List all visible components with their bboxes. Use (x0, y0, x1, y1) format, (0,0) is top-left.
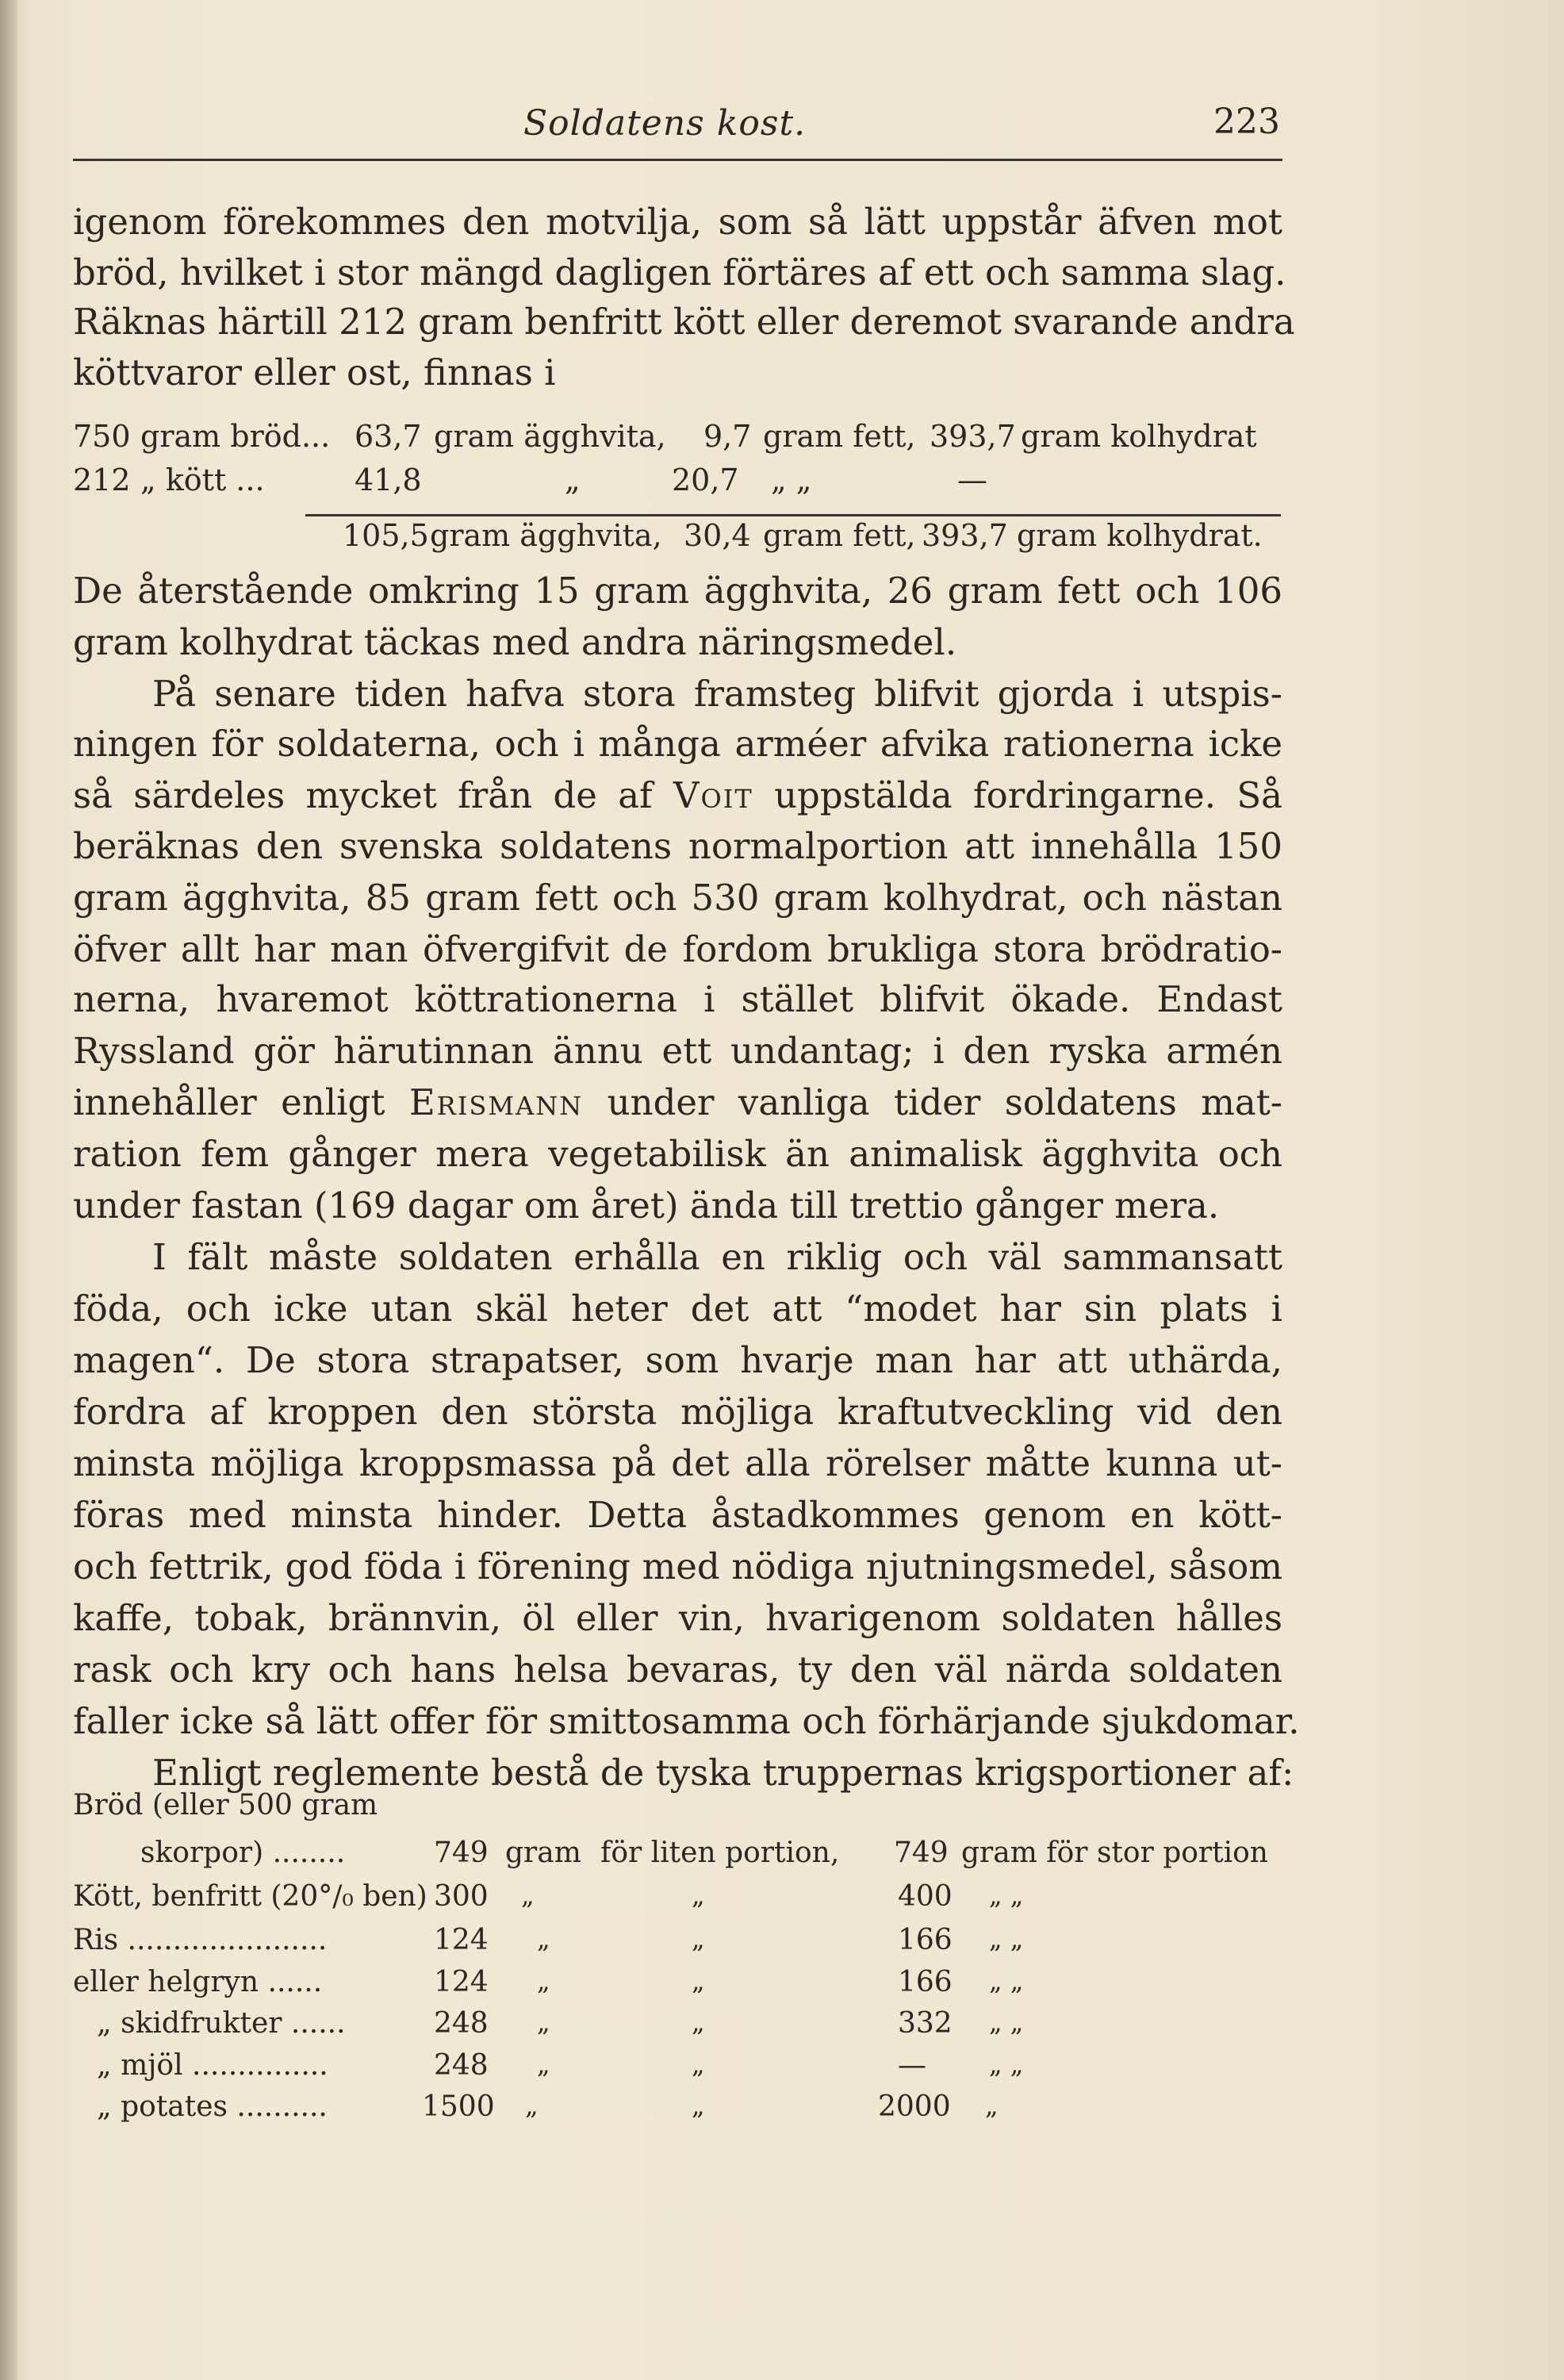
ration-item: eller helgryn ...... (73, 1966, 323, 1998)
text-line: Räknas härtill 212 gram benfritt kött eller deremot svarande andra (73, 301, 1295, 343)
calc-protein: 63,7 (355, 419, 422, 454)
text-line: nerna, hvaremot köttrationerna i stället blifvit ökade. Endast (73, 978, 1282, 1020)
ration-large-label: gram för stor portion (961, 1837, 1268, 1869)
text-line: beräknas den svenska soldatens normalportion att innehålla 150 (73, 825, 1282, 867)
total-protein-label: gram ägghvita, (430, 518, 662, 553)
running-title: Soldatens kost. (523, 103, 807, 144)
ration-small: 124 (434, 1924, 489, 1956)
header-rule (73, 159, 1282, 161)
ration-item: „ mjöl ............... (97, 2049, 328, 2082)
calc-fat-label: gram fett, (763, 419, 916, 454)
total-fat: 30,4 (684, 518, 751, 553)
total-carb: 393,7 (922, 518, 1008, 553)
ration-large: 749 (894, 1837, 949, 1869)
text-line: gram kolhydrat täckas med andra näringsmedel. (73, 621, 957, 663)
text-line: och fettrik, god föda i förening med nödiga njutningsmedel, såsom (73, 1545, 1282, 1587)
ration-unit: „ (525, 2090, 539, 2121)
text-line: Enligt reglemente bestå de tyska truppernas krigsportioner af: (152, 1752, 1294, 1794)
text-line (73, 772, 1282, 820)
text-line: igenom förekommes den motvilja, som så lätt uppstår äfven mot (73, 201, 1282, 243)
text-line: rask och kry och hans helsa bevaras, ty den väl närda soldaten (73, 1649, 1282, 1691)
ration-small: 749 (434, 1837, 489, 1869)
text-line: ningen för soldaterna, och i många arméer afvika rationerna icke (73, 723, 1282, 765)
total-fat-label: gram fett, (763, 518, 916, 553)
text-line: bröd, hvilket i stor mängd dagligen förtäres af ett och samma slag. (73, 251, 1286, 294)
ration-large: 166 (898, 1966, 953, 1998)
ration-item: „ potates .......... (97, 2090, 328, 2123)
text-line: kaffe, tobak, brännvin, öl eller vin, hvarigenom soldaten hålles (73, 1597, 1282, 1639)
text-line: föras med minsta hinder. Detta åstadkommes genom en kött- (73, 1494, 1282, 1536)
ration-large-label: „ „ (989, 1966, 1024, 1996)
calc-food: gram bröd... (140, 419, 331, 454)
calc-fat: 9,7 (703, 419, 752, 454)
author-name-erismann: Erismann (408, 1081, 584, 1123)
ration-large: 400 (898, 1880, 953, 1913)
page-number: 223 (1213, 102, 1280, 142)
calc-qty: 750 (73, 419, 131, 454)
calc-fat-label: „ „ (771, 463, 812, 497)
text-segment: innehåller enligt (73, 1081, 385, 1123)
calc-carb: 393,7 (930, 419, 1016, 454)
text-line: magen“. De stora strapatser, som hvarje man har att uthärda, (73, 1339, 1282, 1381)
ration-large-label: „ „ (989, 2049, 1024, 2079)
ration-small: 248 (434, 2049, 489, 2082)
text-line: under fastan (169 dagar om året) ända till trettio gånger mera. (73, 1184, 1220, 1226)
ration-small-label: „ (692, 1966, 705, 1996)
total-carb-label: gram kolhydrat. (1017, 518, 1263, 553)
ration-small-label: „ (692, 2090, 705, 2121)
ration-item: „ skidfrukter ...... (97, 2007, 346, 2040)
ration-large: 166 (898, 1924, 953, 1956)
ration-unit: „ (537, 1966, 550, 1996)
ration-small-label: „ (692, 2049, 705, 2079)
text-segment: uppstälda fordringarne. Så (774, 774, 1282, 816)
ration-small-label: „ (692, 1880, 705, 1910)
text-segment: under vanliga tider soldatens mat- (607, 1081, 1282, 1123)
calc-qty: 212 (73, 463, 131, 497)
ration-small: 124 (434, 1966, 489, 1998)
ration-small-label: „ (692, 1924, 705, 1954)
total-protein: 105,5 (343, 518, 429, 553)
ration-unit: „ (521, 1880, 535, 1910)
ration-small: 1500 (422, 2090, 495, 2123)
ration-unit: gram (505, 1837, 581, 1869)
ration-unit: „ (537, 2049, 550, 2079)
ration-large: 332 (898, 2007, 953, 2040)
ration-large-label: „ „ (989, 2007, 1024, 2037)
text-line: På senare tiden hafva stora framsteg blifvit gjorda i utspis- (152, 673, 1282, 715)
ration-unit: „ (537, 1924, 550, 1954)
calc-food: „ kött ... (140, 463, 265, 497)
calc-protein-label: gram ägghvita, (434, 419, 666, 454)
text-line: föda, och icke utan skäl heter det att “modet har sin plats i (73, 1288, 1282, 1330)
text-line: köttvaror eller ost, finnas i (73, 351, 556, 393)
ration-small-label: för liten portion, (600, 1837, 840, 1869)
ration-item: Ris ...................... (73, 1924, 328, 1956)
ration-small-label: „ (692, 2007, 705, 2037)
text-line: öfver allt har man öfvergifvit de fordom brukliga stora brödratio- (73, 928, 1282, 970)
ration-large-label: „ (985, 2090, 999, 2121)
text-line (73, 1079, 1282, 1127)
ration-small: 300 (434, 1880, 489, 1913)
ration-large: — (898, 2049, 926, 2082)
ration-item: skorpor) ........ (140, 1837, 346, 1869)
ration-item: Kött, benfritt (20°/₀ ben) (73, 1880, 427, 1913)
text-line: ration fem gånger mera vegetabilisk än animalisk ägghvita och (73, 1133, 1282, 1175)
text-line: faller icke så lätt offer för smittosamma och förhärjande sjukdomar. (73, 1700, 1300, 1742)
ration-small: 248 (434, 2007, 489, 2040)
text-line: De återstående omkring 15 gram ägghvita, 26 gram fett och 106 (73, 570, 1282, 612)
calc-carb-label: gram kolhydrat (1021, 419, 1257, 454)
ration-large: 2000 (878, 2090, 951, 2123)
ration-large-label: „ „ (989, 1924, 1024, 1954)
text-line: fordra af kroppen den största möjliga kraftutveckling vid den (73, 1391, 1282, 1433)
text-line: gram ägghvita, 85 gram fett och 530 gram kolhydrat, och nästan (73, 877, 1282, 919)
text-line: Ryssland gör härutinnan ännu ett undantag; i den ryska armén (73, 1030, 1282, 1072)
ration-item: Bröd (eller 500 gram (73, 1789, 378, 1821)
calc-protein: 41,8 (355, 463, 422, 497)
calc-carb: — (957, 463, 987, 497)
text-line: I fält måste soldaten erhålla en riklig och väl sammansatt (152, 1236, 1282, 1278)
book-spine-shadow (0, 0, 17, 2380)
ration-large-label: „ „ (989, 1880, 1024, 1910)
calc-fat: 20,7 (672, 463, 739, 497)
ration-unit: „ (537, 2007, 550, 2037)
calc-protein-label: „ (565, 463, 581, 497)
text-segment: så särdeles mycket från de af (73, 774, 653, 816)
text-line: minsta möjliga kroppsmassa på det alla rörelser måtte kunna ut- (73, 1442, 1282, 1484)
author-name-voit: Voit (673, 774, 753, 816)
